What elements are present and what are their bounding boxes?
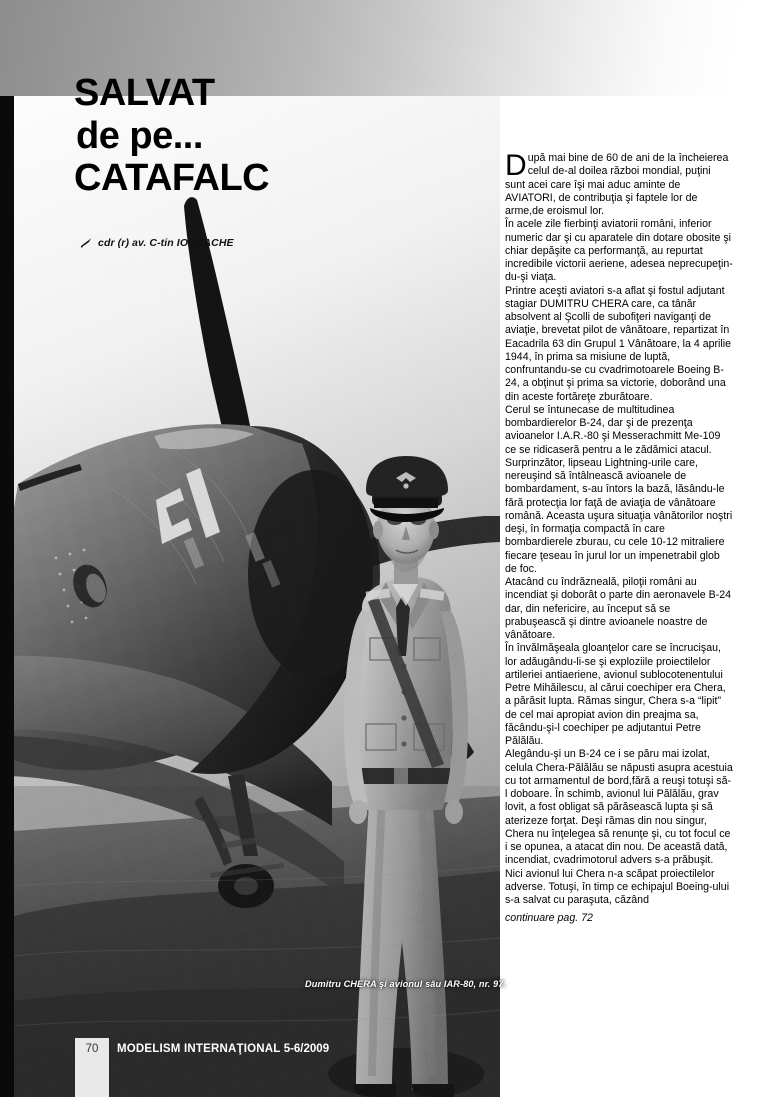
paragraph: În învălmăşeala gloanţelor care se încrucişau, lor adăugându-li-se şi exploziile proiectilelor artileriei antiaeriene, avionul sublocotenentului Petre Mihăilescu, al cărui coechiper era Chera, a părăsit lupta. Rămas singur, Chera s-a “lipit” de cel mai apropiat avion din preajma sa, făcându-şi-l coechiper pe adjutantui Petre Pălălău. <box>505 642 726 747</box>
footer-masthead <box>117 1043 329 1055</box>
paragraph: Alegându-şi un B-24 ce i se păru mai izolat, celula Chera-Pălălău se năpusti asupra acestuia cu tot armamentul de bord,fără a reuşi totuşi să-l doboare. În schimb, avionul lui Pălălău, grav lovit, a fost obligat să părăsească lupta şi să aterizeze forţat. Deşi rămas din nou singur, Chera nu înţelegea să renunţe şi, cu tot focul ce i se opunea, a atacat din nou. De această dată, incendiat, cvadrimotorul advers s-a prăbuşit. Nici avionul lui Chera n-a scăpat proiectilelor adverse. Totuşi, în timp ce echipajul Boeing-ului s-a salvat cu paraşuta, căzând <box>505 748 733 906</box>
drop-cap: D <box>505 149 527 182</box>
byline <box>80 237 234 249</box>
headline-line-1: SALVAT <box>74 72 215 114</box>
byline-text: cdr (r) av. C-tin IORDACHE <box>98 237 234 249</box>
paragraph: Cerul se întunecase de multitudinea bombardierelor B-24, dar şi de prezenţa avioanelor I.A.R.-80 şi Messerachmitt Me-109 ce se ridicaseră pentru a le zădămici atacul. Surprinzător, lipseau Lightning-urile care, nereuşind să întâlnească avioanele de bombardament, s-au întors la bază, lăsându-le fără protecţia lor faţă de aviaţia de vânătoare română. Aceasta uşura situaţia vânătorilor noştri deşi, în formaţia compactă în care bombardierele zburau, cu cele 10-12 mitraliere fiecare ţeseau în jurul lor un impenetrabil glob de foc. <box>505 403 733 575</box>
headline-line-2: de pe... <box>76 114 203 157</box>
paragraph: În acele zile fierbinţi aviatorii români, inferior numeric dar şi cu aparatele din dotare obosite şi chiar depăşite ca performanţă, au repurtat incredibile victorii aeriene, adesea neprecupeţin-du-şi viaţa. <box>505 218 733 284</box>
paragraph: Printre aceşti aviatori s-a aflat şi fostul adjutant stagiar DUMITRU CHERA care, ca tânăr absolvent al Şcolli de subofiţeri naviganţi de aviaţie, brevetat pilot de vânătoare, repartizat în Eacadrila 63 din Grupul 1 Vânătoare, la 4 aprilie 1944, în prima sa misiune de luptă, confruntandu-se cu cvadrimotoarele Boeing B-24, a obţinut şi prima sa victorie, doborând una din aceste fortăreţe zburătoare. <box>505 284 732 403</box>
page-number: 70 <box>85 1043 99 1055</box>
page-title <box>74 72 269 200</box>
photo-caption: Dumitru CHERA şi avionul său IAR-80, nr. 97. <box>305 979 507 989</box>
continuation-note: continuare pag. 72 <box>505 912 593 925</box>
left-black-bar <box>0 96 14 1097</box>
article-text-column <box>505 149 733 926</box>
paragraph: Atacând cu îndrăzneală, piloţii români au incendiat şi doborât o parte din aeronavele B-24 dar, din nefericire, au început să se prabuşească şi dintre avioanele noastre de vânătoare. <box>505 576 732 641</box>
paragraph-text: upă mai bine de 60 de ani de la încheierea celul de-al doilea război mondial, puţini sunt acei care îşi mai aduc aminte de AVIATORI, de contribuţia şi faptele lor de arme,de eroismul lor. <box>505 152 729 217</box>
headline-line-3: CATAFALC <box>74 157 270 200</box>
pen-icon <box>80 238 92 248</box>
issue-number: 5-6/2009 <box>283 1043 330 1055</box>
magazine-title: MODELISM INTERNAŢIONAL <box>117 1043 281 1055</box>
paragraph <box>505 149 733 218</box>
